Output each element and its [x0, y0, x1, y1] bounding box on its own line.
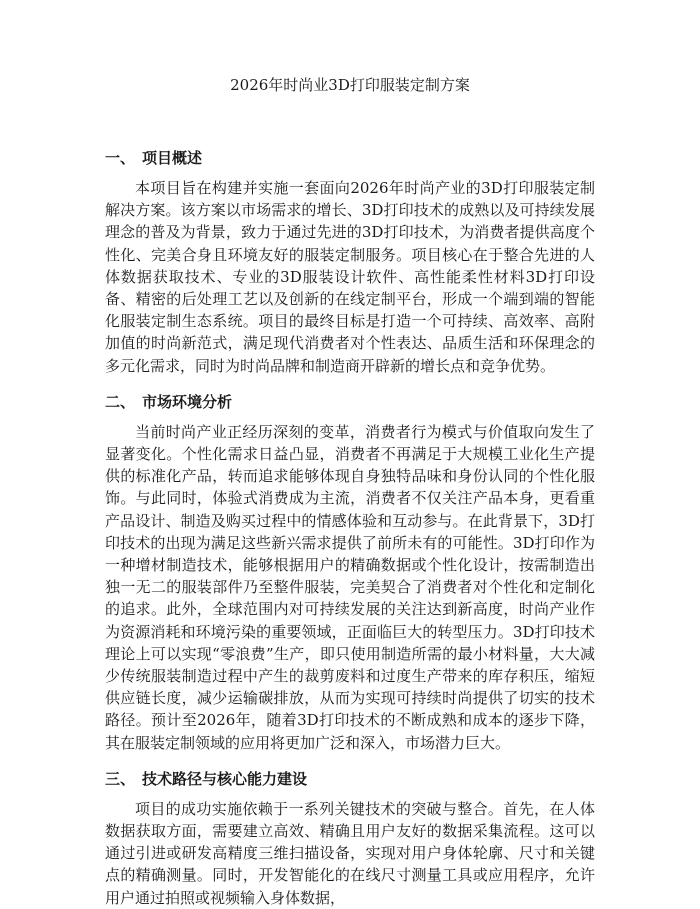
section-number: 一、: [105, 149, 136, 167]
document-title: 2026年时尚业3D打印服装定制方案: [230, 76, 470, 94]
section-title: 项目概述: [142, 149, 203, 167]
section-body: 当前时尚产业正经历深刻的变革，消费者行为模式与价值取向发生了显著变化。个性化需求日益凸显，消费者不再满足于大规模工业化生产提供的标准化产品，转而追求能够体现自身独特品味和身份认同的个性化服饰。与此同时，体验式消费成为主流，消费者不仅关注产品本身，更看重产品设计、制造及购买过程中的情感体验和互动参与。在此背景下，3D打印技术的出现为满足这些新兴需求提供了前所未有的可能性。3D打印作为一种增材制造技术，能够根据用户的精确数据或个性化设计，按需制造出独一无二的服装部件乃至整件服装，完美契合了消费者对个性化和定制化的追求。此外，全球范围内对可持续发展的关注达到新高度，时尚产业作为资源消耗和环境污染的重要领域，正面临巨大的转型压力。3D打印技术理论上可以实现“零浪费”生产，即只使用制造所需的最小材料量，大大减少传统服装制造过程中产生的裁剪废料和过度生产带来的库存积压，缩短供应链长度，减少运输碳排放，从而为实现可持续时尚提供了切实的技术路径。预计至2026年，随着3D打印技术的不断成熟和成本的逐步下降，其在服装定制领域的应用将更加广泛和深入，市场潜力巨大。: [105, 422, 595, 752]
section-heading: [105, 391, 595, 413]
section-market-analysis: [105, 391, 595, 754]
section-body: 本项目旨在构建并实施一套面向2026年时尚产业的3D打印服装定制解决方案。该方案以市场需求的增长、3D打印技术的成熟以及可持续发展理念的普及为背景，致力于通过先进的3D打印技术，为消费者提供高度个性化、完美合身且环境友好的服装定制服务。项目核心在于整合先进的人体数据获取技术、专业的3D服装设计软件、高性能柔性材料3D打印设备、精密的后处理工艺以及创新的在线定制平台，形成一个端到端的智能化服装定制生态系统。项目的最终目标是打造一个可持续、高效率、高附加值的时尚新范式，满足现代消费者对个性表达、品质生活和环保理念的多元化需求，同时为时尚品牌和制造商开辟新的增长点和竞争优势。: [105, 179, 595, 375]
section-technical-path: [105, 768, 595, 909]
section-heading: [105, 147, 595, 169]
section-title: 市场环境分析: [142, 392, 233, 411]
section-heading: [105, 768, 595, 790]
section-number: 二、: [105, 392, 136, 411]
section-project-overview: [105, 147, 595, 377]
section-title: 技术路径与核心能力建设: [142, 769, 308, 788]
section-body: 项目的成功实施依赖于一系列关键技术的突破与整合。首先，在人体数据获取方面，需要建立高效、精确且用户友好的数据采集流程。这可以通过引进或研发高精度三维扫描设备，实现对用户身体轮廓、尺寸和关键点的精确测量。同时，开发智能化的在线尺寸测量工具或应用程序，允许用户通过拍照或视频输入身体数据，: [105, 799, 595, 907]
section-number: 三、: [105, 769, 136, 788]
